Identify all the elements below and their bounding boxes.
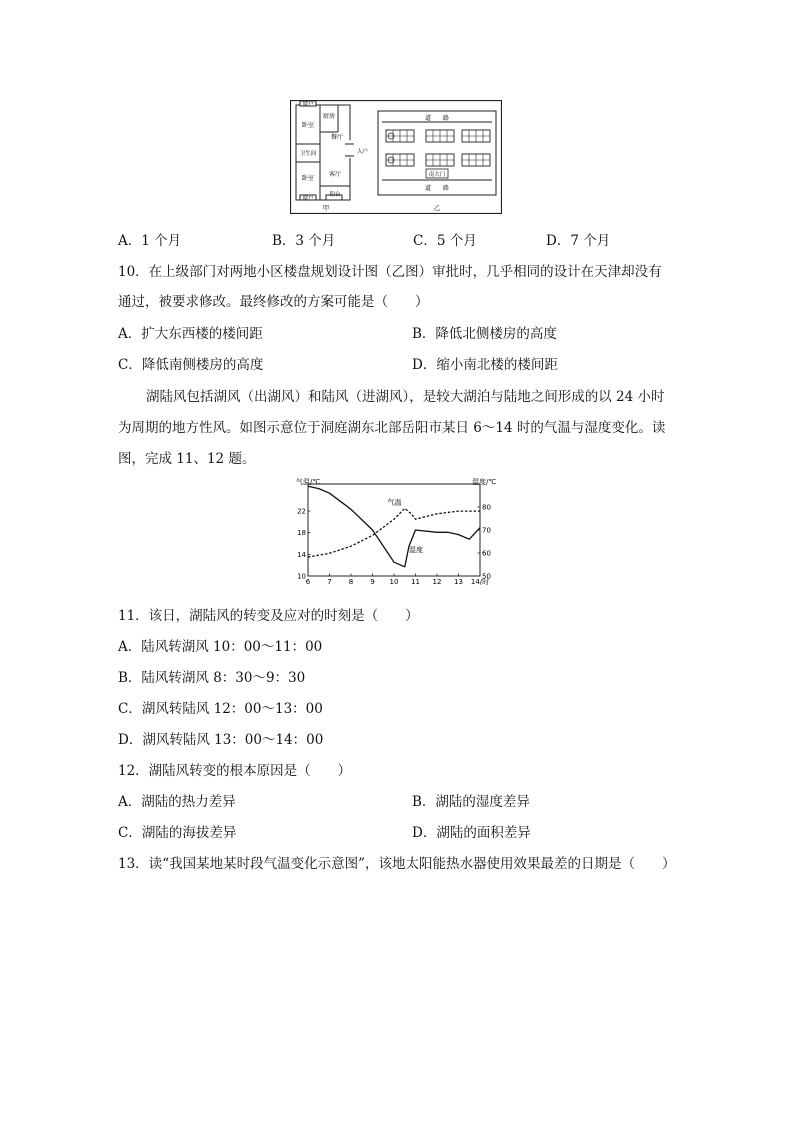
window-top-label: 窗户 bbox=[302, 102, 314, 108]
bathroom-label: 卫生间 bbox=[299, 151, 317, 157]
x-tick-label: 11 bbox=[411, 578, 420, 586]
q12-option-b: B．湖陆的湿度差异 bbox=[412, 794, 530, 810]
caption-yi: 乙 bbox=[433, 204, 441, 212]
q10-stem-line1: 10．在上级部门对两地小区楼盘规划设计图（乙图）审批时，几乎相同的设计在天津却没有 bbox=[118, 264, 662, 280]
q9-option-d: D．7 个月 bbox=[546, 233, 611, 249]
road-top-label: 道 路 bbox=[424, 115, 450, 122]
dining-label: 餐厅 bbox=[330, 134, 344, 141]
x-tick-label: 9 bbox=[370, 578, 375, 586]
building-block bbox=[462, 154, 490, 166]
building-block bbox=[426, 130, 454, 142]
passage-line1: 湖陆风包括湖风（出湖风）和陆风（进湖风），是较大湖泊与陆地之间形成的以 24 小时 bbox=[146, 389, 665, 405]
x-tick-label: 13 bbox=[454, 578, 463, 586]
building-block bbox=[386, 154, 414, 166]
y-right-tick-label: 50 bbox=[482, 572, 491, 581]
y-left-tick-label: 14 bbox=[297, 550, 306, 559]
q12-option-c: C．湖陆的海拔差异 bbox=[118, 825, 237, 841]
passage-line3: 图，完成 11、12 题。 bbox=[118, 451, 256, 467]
y-right-label: 湿度/℃ bbox=[472, 478, 497, 486]
temp-humidity-chart bbox=[294, 476, 504, 592]
q9-option-c: C．5 个月 bbox=[413, 233, 477, 249]
q11-option-a: A．陆风转湖风 10：00～11：00 bbox=[118, 639, 323, 655]
x-tick-label: 7 bbox=[327, 578, 332, 586]
q12-option-d: D．湖陆的面积差异 bbox=[412, 825, 531, 841]
q12-stem: 12．湖陆风转变的根本原因是（ ） bbox=[118, 763, 352, 779]
q9-option-b: B．3 个月 bbox=[272, 233, 336, 249]
x-tick-label: 8 bbox=[348, 578, 354, 586]
living-room-label: 客厅 bbox=[328, 171, 342, 178]
x-tick-label: 14/时 bbox=[470, 578, 490, 586]
kitchen-label: 厨房 bbox=[322, 113, 336, 120]
y-right-tick-label: 60 bbox=[482, 549, 491, 558]
q12-option-a: A．湖陆的热力差异 bbox=[118, 794, 236, 810]
q10-option-d: D．缩小南北楼的楼间距 bbox=[412, 357, 558, 373]
caption-jia: 甲 bbox=[322, 204, 330, 212]
y-left-tick-label: 10 bbox=[297, 572, 306, 581]
balcony-label: 阳台 bbox=[329, 192, 341, 198]
site-plan bbox=[378, 111, 496, 195]
x-tick-label: 10 bbox=[389, 578, 399, 586]
q13-stem: 13．读“我国某地某时段气温变化示意图”，该地太阳能热水器使用效果最差的日期是（ ） bbox=[118, 856, 676, 872]
bedroom-1-label: 卧室 bbox=[301, 122, 315, 129]
q11-stem: 11．该日，湖陆风的转变及应对的时刻是（ ） bbox=[118, 608, 419, 624]
q10-option-c: C．降低南侧楼房的高度 bbox=[118, 357, 264, 373]
main-gate-label: 南大门 bbox=[428, 172, 446, 178]
y-left-tick-label: 22 bbox=[297, 507, 306, 516]
passage-line2: 为周期的地方性风。如图示意位于洞庭湖东北部岳阳市某日 6～14 时的气温与湿度变化。读 bbox=[118, 420, 666, 436]
x-tick-label: 12 bbox=[432, 578, 442, 586]
bedroom-2-label: 卧室 bbox=[301, 175, 315, 182]
y-right-tick-label: 80 bbox=[482, 503, 491, 512]
temperature-line bbox=[308, 508, 480, 557]
q11-option-b: B．陆风转湖风 8：30～9：30 bbox=[118, 670, 306, 686]
y-left-tick-label: 18 bbox=[297, 529, 306, 538]
q9-option-a: A．1 个月 bbox=[118, 233, 182, 249]
x-tick-label: 6 bbox=[305, 578, 311, 586]
floor-plan-figure bbox=[290, 100, 502, 214]
series-label-temperature: 气温 bbox=[387, 498, 402, 507]
q10-stem-line2: 通过，被要求修改。最终修改的方案可能是（ ） bbox=[118, 294, 429, 310]
building-block bbox=[386, 130, 414, 142]
y-left-label: 气温/℃ bbox=[296, 478, 321, 486]
series-label-humidity: 湿度 bbox=[409, 545, 424, 554]
q10-option-b: B．降低北侧楼房的高度 bbox=[412, 326, 557, 342]
q11-option-c: C．湖风转陆风 12：00～13：00 bbox=[118, 701, 323, 717]
building-block bbox=[426, 154, 454, 166]
building-block bbox=[462, 130, 490, 142]
y-right-tick-label: 70 bbox=[482, 526, 491, 535]
road-bottom-label: 道 路 bbox=[424, 185, 450, 192]
q10-option-a: A．扩大东西楼的楼间距 bbox=[118, 326, 263, 342]
q11-option-d: D．湖风转陆风 13：00～14：00 bbox=[118, 732, 324, 748]
window-bottom-label: 窗户 bbox=[302, 196, 314, 202]
entrance-label: 入户 bbox=[357, 149, 369, 155]
